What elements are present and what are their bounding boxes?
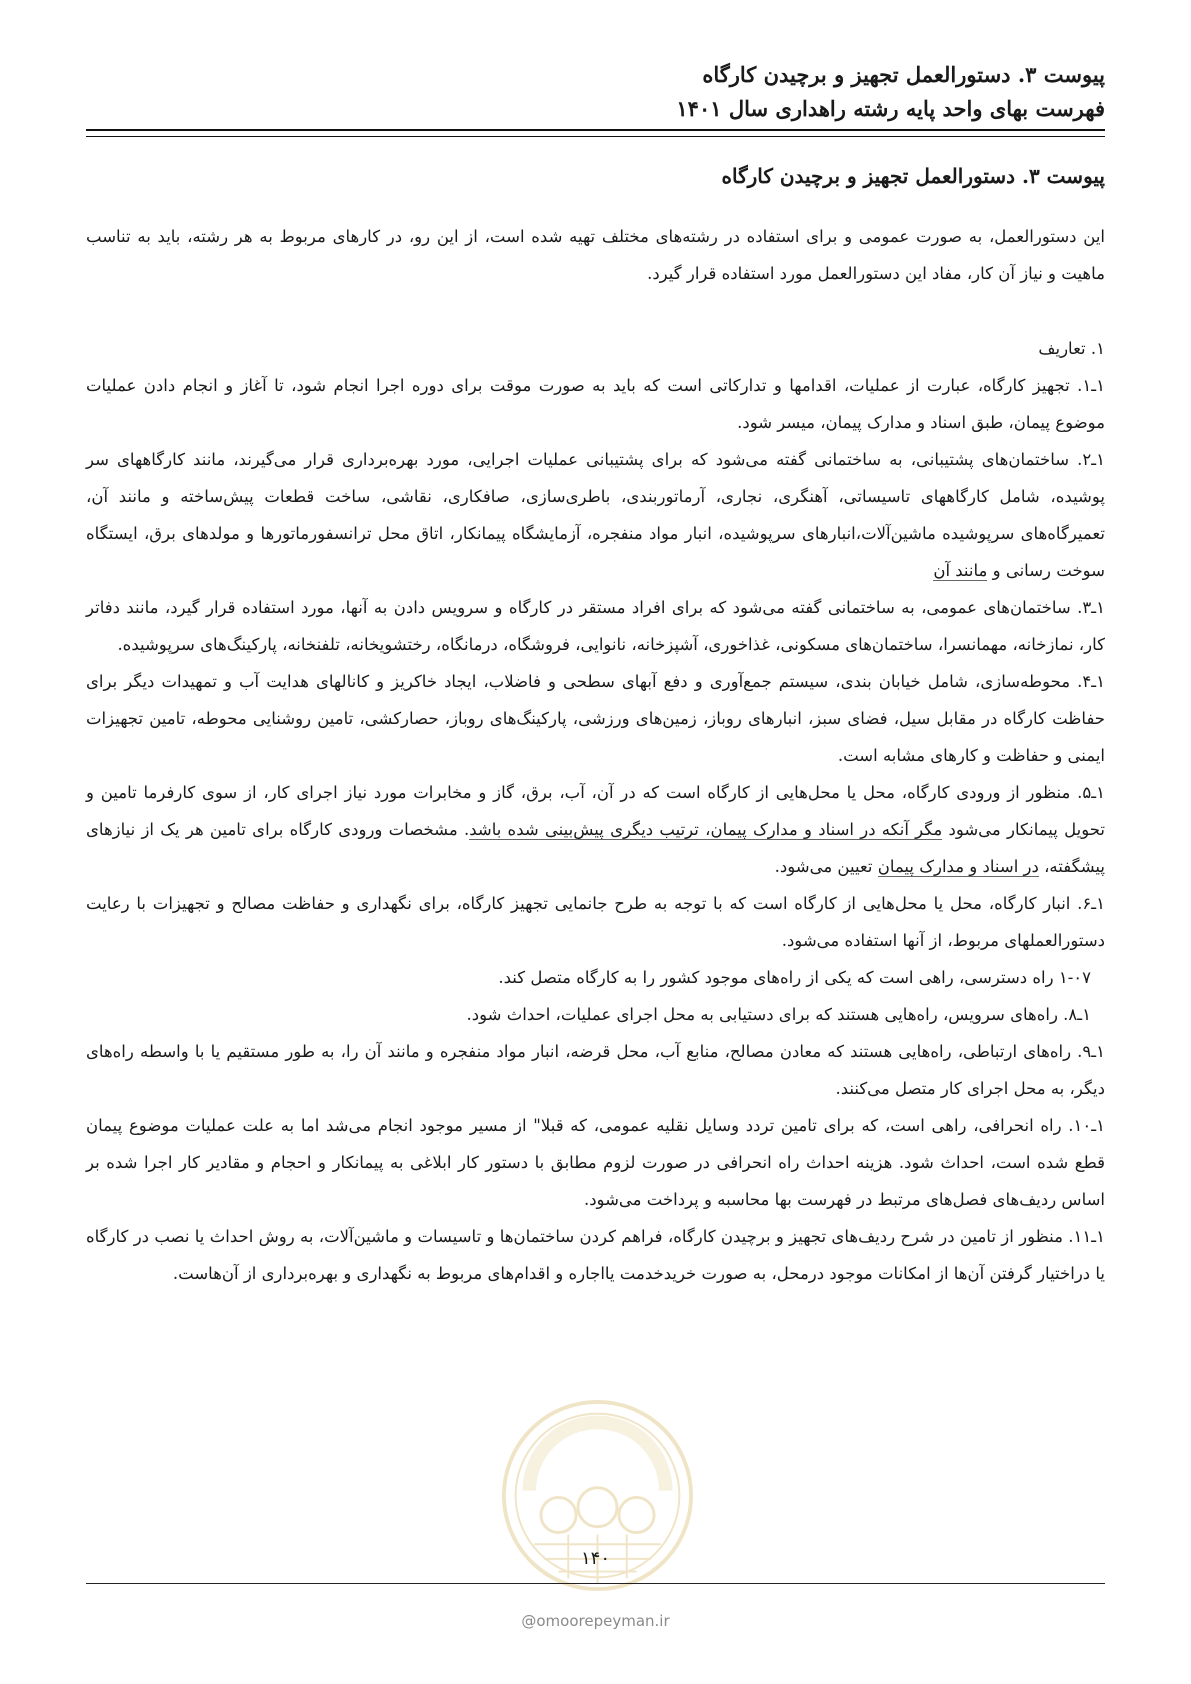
item-1-6: ۱ـ۶. انبار کارگاه، محل یا محل‌هایی از کارگاه است که با توجه به طرح جانمایی تجهیز کارگاه، برای نگهداری و حفاظت مصالح و تجهیزات با رعایت دستورالعملهای مربوط، از آنها استفاده می‌شود. [86, 894, 1105, 950]
item-1-7: ۱-۰۷ راه دسترسی، راهی است که یکی از راه‌های موجود کشور را به کارگاه متصل کند. [498, 968, 1091, 987]
item-1-5-part-c: . مشخصات ورودی کارگاه برای تامین هر یک از نیازهای پیشگفته، [86, 820, 1105, 876]
item-1-5-underlined-docs: در اسناد و مدارک پیمان [877, 857, 1039, 876]
item-1-2-text: ۱ـ۲. ساختمان‌های پشتیبانی، به ساختمانی گفته می‌شود که برای پشتیبانی عملیات اجرایی، مورد بهره‌برداری قرار می‌گیرند، مانند کارگاههای سر پوشیده، شامل کارگاههای تاسیساتی، آهنگری، نجاری، آرماتوربندی، باطری‌سازی، صافکاری، نقاشی، ساخت قطعات پیش‌ساخته و مانند آن، تعمیرگاه‌های سرپوشیده ماشین‌آلات،انبارهای سرپوشیده، انبار مواد منفجره، آزمایشگاه پیمانکار، اتاق محل ترانسفورماتورها و مولدهای برق، ایستگاه سوخت رسانی و [86, 450, 1105, 580]
item-1-4: ۱ـ۴. محوطه‌سازی، شامل خیابان بندی، سیستم جمع‌آوری و دفع آبهای سطحی و فاضلاب، ایجاد خاکریز و کانالهای هدایت آب و تمهیدات دیگر برای حفاظت کارگاه در مقابل سیل، فضای سبز، انبارهای روباز، زمین‌های ورزشی، پارکینگ‌های روباز، حصارکشی، تامین روشنایی محوطه، تامین تجهیزات ایمنی و حفاظت و کارهای مشابه است. [86, 672, 1105, 765]
page-number: ۱۴۰ [580, 1548, 610, 1569]
footer-rule [86, 1583, 1105, 1584]
item-1-8: ۱ـ۸. راه‌های سرویس، راه‌هایی هستند که برای دستیابی به محل اجرای عملیات، احداث شود. [466, 1005, 1091, 1024]
item-1-9: ۱ـ۹. راه‌های ارتباطی، راه‌هایی هستند که معادن مصالح، منابع آب، محل قرضه، انبار مواد منفجره و مانند آن را، به طور مستقیم یا با واسطه راه‌های دیگر، به محل اجرای کار متصل می‌کنند. [86, 1042, 1105, 1098]
item-1-11: ۱ـ۱۱. منظور از تامین در شرح ردیف‌های تجهیز و برچیدن کارگاه، فراهم کردن ساختمان‌ها و تاسیسات و ماشین‌آلات، به روش احداث یا نصب در کارگاه یا دراختیار گرفتن آن‌ها از امکانات موجود درمحل، به صورت خریدخدمت یااجاره و اقدام‌های مربوط به نگهداری و بهره‌برداری از آن‌هاست. [86, 1227, 1105, 1283]
header-rule-thin [86, 136, 1105, 137]
item-1-5-part-e: تعیین می‌شود. [774, 857, 873, 876]
page-title: پیوست ۳. دستورالعمل تجهیز و برچیدن کارگاه [721, 164, 1105, 188]
item-1-5-underlined-clause: مگر آنکه در اسناد و مدارک پیمان، ترتیب دیگری پیش‌بینی شده باشد [469, 820, 943, 839]
item-1-3: ۱ـ۳. ساختمان‌های عمومی، به ساختمانی گفته می‌شود که برای افراد مستقر در کارگاه و سرویس دادن به آنها، مورد استفاده قرار گیرد، مانند دفاتر کار، نمازخانه، مهمانسرا، ساختمان‌های مسکونی، غذاخوری، آشپزخانه، نانوایی، فروشگاه، درمانگاه، رختشویخانه، تلفنخانه، پارکینگ‌های سرپوشیده. [86, 598, 1105, 654]
header-line-2: فهرست بهای واحد پایه رشته راهداری سال ۱۴۰۱ [676, 96, 1105, 121]
item-1-10: ۱ـ۱۰. راه انحرافی، راهی است، که برای تامین تردد وسایل نقلیه عمومی، که قبلا" از مسیر موجود انجام می‌شد اما به علت عملیات موضوع پیمان قطع شده است، احداث شود. هزینه احداث راه انحرافی در صورت لزوم مطابق با دستور کار ابلاغی به پیمانکار و احجام و مقادیر کار اجرا شده بر اساس ردیف‌های فصل‌های مرتبط در فهرست بها محاسبه و پرداخت می‌شود. [86, 1116, 1105, 1209]
item-1-1: ۱ـ۱. تجهیز کارگاه، عبارت از عملیات، اقدامها و تدارکاتی است که باید به صورت موقت برای دوره اجرا انجام شود، تا آغاز و انجام دادن عملیات موضوع پیمان، طبق اسناد و مدارک پیمان، میسر شود. [86, 376, 1105, 432]
item-1-2-underlined: مانند آن [933, 561, 988, 580]
header-rule-thick [86, 129, 1105, 131]
item-1-2 [86, 441, 1105, 589]
page-header [86, 58, 1105, 126]
section-heading-definitions: ۱. تعاریف [1038, 339, 1105, 358]
item-1-5-part-a: ۱ـ۵. منظور از ورودی کارگاه، محل یا محل‌هایی از کارگاه است که در آن، آب، برق، گاز و مخابرات مورد نیاز اجرای کار، از سوی کارفرما تامین و تحویل پیمانکار می‌شود [86, 783, 1105, 839]
item-1-5 [86, 774, 1105, 885]
footer-watermark-url: @omoorepeyman.ir [521, 1612, 670, 1630]
header-line-1: پیوست ۳. دستورالعمل تجهیز و برچیدن کارگاه [702, 62, 1105, 87]
intro-paragraph: این دستورالعمل، به صورت عمومی و برای استفاده در رشته‌های مختلف تهیه شده است، از این رو، در کارهای مربوط به هر رشته، باید به تناسب ماهیت و نیاز آن کار، مفاد این دستورالعمل مورد استفاده قرار گیرد. [86, 227, 1105, 283]
document-body [86, 218, 1105, 1292]
